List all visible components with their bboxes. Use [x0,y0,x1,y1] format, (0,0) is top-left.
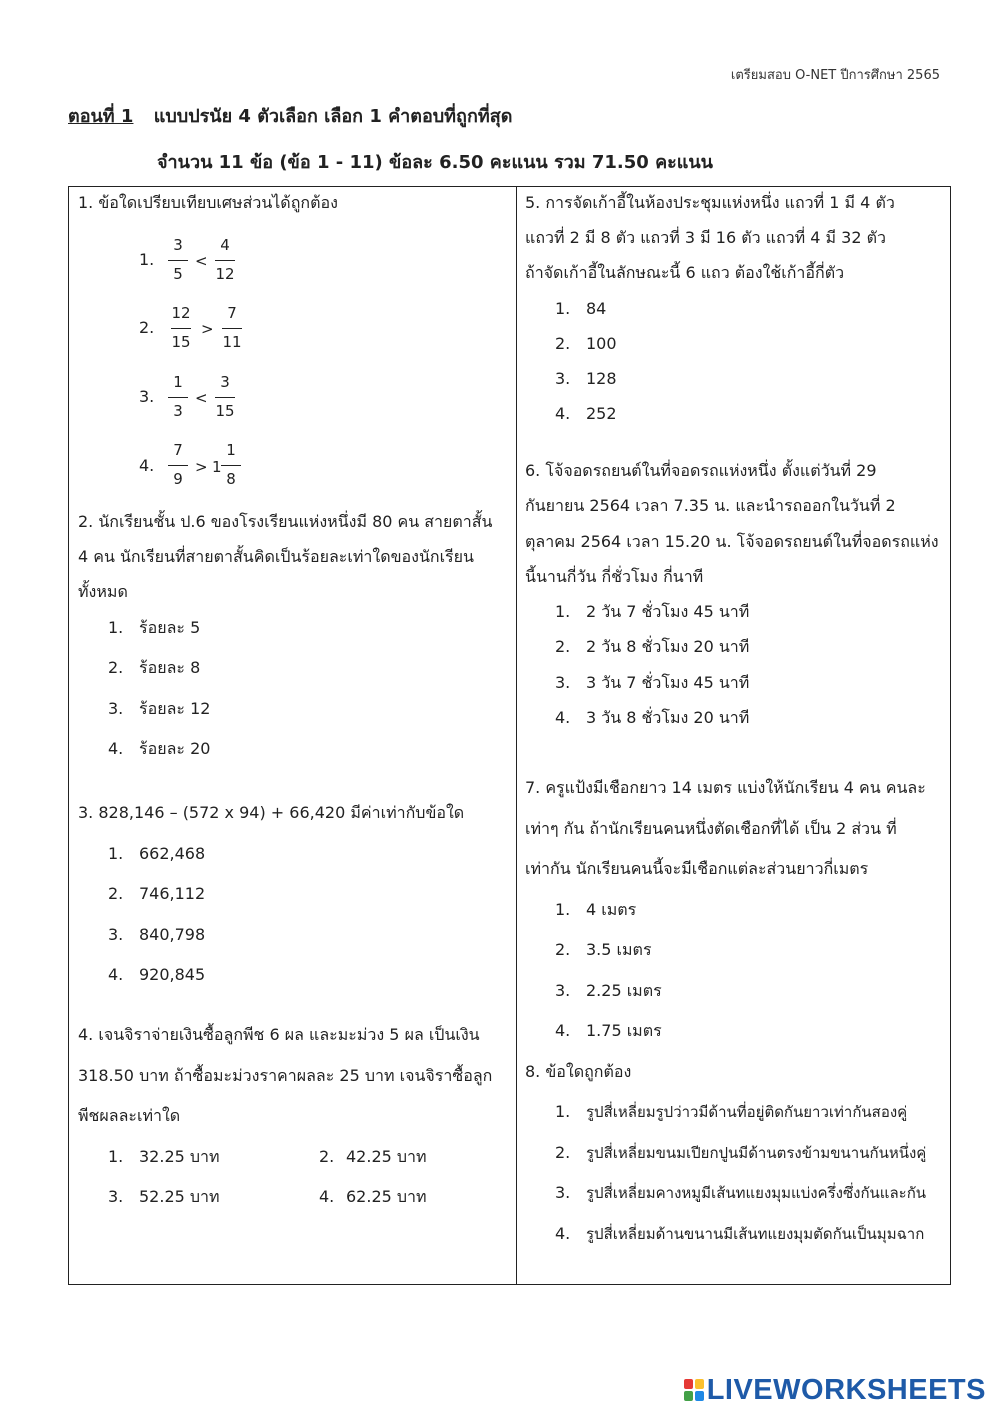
q7-option-2[interactable]: 3.5 เมตร [586,940,652,959]
q1-option-1-number[interactable]: 1. [139,250,155,269]
q6-prompt-line-4: นี้นานกี่วัน กี่ชั่วโมง กี่นาที [525,567,704,586]
q6-option-4[interactable]: 3 วัน 8 ชั่วโมง 20 นาที [586,708,750,727]
q5-prompt-line-3: ถ้าจัดเก้าอี้ในลักษณะนี้ 6 แถว ต้องใช้เก้าอี้กี่ตัว [525,263,845,282]
q2-option-3-number[interactable]: 3. [108,699,124,718]
liveworksheets-logo [684,1374,986,1406]
q5-prompt-line-2: แถวที่ 2 มี 8 ตัว แถวที่ 3 มี 16 ตัว แถวที่ 4 มี 32 ตัว [525,228,886,247]
exam-header-note: เตรียมสอบ O-NET ปีการศึกษา 2565 [730,68,940,83]
fraction-denominator: 8 [226,470,236,488]
fraction-denominator: 3 [173,402,183,420]
q6-option-4-number[interactable]: 4. [555,708,571,727]
q7-prompt-line-3: เท่ากัน นักเรียนคนนี้จะมีเชือกแต่ละส่วนยาวกี่เมตร [525,859,869,878]
logo-block [684,1379,693,1389]
fraction-numerator: 3 [173,236,183,254]
q4-option-1-number[interactable]: 1. [108,1147,124,1166]
q2-prompt-line-2: 4 คน นักเรียนที่สายตาสั้นคิดเป็นร้อยละเท่าใดของนักเรียน [78,547,474,566]
fraction-numerator: 3 [220,373,230,391]
q7-option-1[interactable]: 4 เมตร [586,900,637,919]
q3-option-3[interactable]: 840,798 [139,925,206,944]
q6-option-3-number[interactable]: 3. [555,673,571,692]
fraction-denominator: 15 [171,333,191,351]
q8-option-4[interactable]: รูปสี่เหลี่ยมด้านขนานมีเส้นทแยงมุมตัดกันเป็นมุมฉาก [586,1225,925,1243]
q8-option-1[interactable]: รูปสี่เหลี่ยมรูปว่าวมีด้านที่อยู่ติดกันยาวเท่ากันสองคู่ [586,1103,908,1121]
q3-option-2-number[interactable]: 2. [108,884,124,903]
q5-option-4[interactable]: 252 [586,404,617,423]
fraction-numerator: 12 [171,304,191,322]
q1-option-3-operator: < [195,389,208,407]
q3-option-1[interactable]: 662,468 [139,844,206,863]
fraction-numerator: 4 [220,236,230,254]
q6-option-1[interactable]: 2 วัน 7 ชั่วโมง 45 นาที [586,602,750,621]
q4-option-2[interactable]: 42.25 บาท [346,1147,427,1166]
fraction-numerator: 1 [226,441,236,459]
q1-option-2-operator: > [201,320,214,338]
logo-blocks-icon [684,1379,704,1401]
q4-prompt-line-3: พีชผลละเท่าใด [78,1106,181,1125]
q5-prompt-line-1: 5. การจัดเก้าอี้ในห้องประชุมแห่งหนึ่ง แถวที่ 1 มี 4 ตัว [525,193,895,212]
q7-option-2-number[interactable]: 2. [555,940,571,959]
q4-option-2-number[interactable]: 2. [319,1147,335,1166]
q6-option-2-number[interactable]: 2. [555,637,571,656]
q2-option-2-number[interactable]: 2. [108,658,124,677]
logo-block [684,1391,693,1401]
q4-option-4-number[interactable]: 4. [319,1187,335,1206]
q5-option-2-number[interactable]: 2. [555,334,571,353]
q4-prompt-line-2: 318.50 บาท ถ้าซื้อมะม่วงราคาผลละ 25 บาท เจนจิราซื้อลูก [78,1066,493,1085]
q1-option-1-operator: < [195,252,208,270]
logo-block [695,1379,704,1389]
q7-prompt-line-1: 7. ครูแป้งมีเชือกยาว 14 เมตร แบ่งให้นักเรียน 4 คน คนละ [525,778,926,797]
q6-option-3[interactable]: 3 วัน 7 ชั่วโมง 45 นาที [586,673,750,692]
q2-prompt-line-1: 2. นักเรียนชั้น ป.6 ของโรงเรียนแห่งหนึ่งมี 80 คน สายตาสั้น [78,512,493,531]
q8-option-2[interactable]: รูปสี่เหลี่ยมขนมเปียกปูนมีด้านตรงข้ามขนานกันหนึ่งคู่ [586,1144,927,1162]
q2-option-4[interactable]: ร้อยละ 20 [139,739,211,758]
q4-option-3-number[interactable]: 3. [108,1187,124,1206]
fraction-numerator: 1 [173,373,183,391]
q1-option-4-operator: > [195,458,208,476]
section-title [68,101,512,130]
section-subtitle: จำนวน 11 ข้อ (ข้อ 1 - 11) ข้อละ 6.50 คะแนน รวม 71.50 คะแนน [157,152,713,173]
q7-option-3-number[interactable]: 3. [555,981,571,1000]
q8-option-3[interactable]: รูปสี่เหลี่ยมคางหมูมีเส้นทแยงมุมแบ่งครึ่งซึ่งกันและกัน [586,1184,927,1202]
q3-option-2[interactable]: 746,112 [139,884,206,903]
q6-prompt-line-2: กันยายน 2564 เวลา 7.35 น. และนำรถออกในวันที่ 2 [525,496,896,515]
q1-option-4-number[interactable]: 4. [139,456,155,475]
q1-prompt: 1. ข้อใดเปรียบเทียบเศษส่วนได้ถูกต้อง [78,193,338,212]
q4-prompt-line-1: 4. เจนจิราจ่ายเงินซื้อลูกพีช 6 ผล และมะม่วง 5 ผล เป็นเงิน [78,1025,480,1044]
q6-option-1-number[interactable]: 1. [555,602,571,621]
q5-option-3[interactable]: 128 [586,369,617,388]
q5-option-3-number[interactable]: 3. [555,369,571,388]
q8-option-2-number[interactable]: 2. [555,1143,571,1162]
q5-option-4-number[interactable]: 4. [555,404,571,423]
q8-option-4-number[interactable]: 4. [555,1224,571,1243]
q7-option-4-number[interactable]: 4. [555,1021,571,1040]
q2-prompt-line-3: ทั้งหมด [78,582,128,601]
fraction-numerator: 7 [173,441,183,459]
q3-option-4[interactable]: 920,845 [139,965,206,984]
q8-option-1-number[interactable]: 1. [555,1102,571,1121]
logo-block [695,1391,704,1401]
section-label: ตอนที่ 1 [68,106,134,127]
q3-prompt: 3. 828,146 – (572 x 94) + 66,420 มีค่าเท่ากับข้อใด [78,803,465,822]
q6-option-2[interactable]: 2 วัน 8 ชั่วโมง 20 นาที [586,637,750,656]
q2-option-3[interactable]: ร้อยละ 12 [139,699,211,718]
fraction-numerator: 7 [227,304,237,322]
fraction-denominator: 5 [173,265,183,283]
fraction-denominator: 11 [222,333,242,351]
q7-option-3[interactable]: 2.25 เมตร [586,981,662,1000]
q3-option-1-number[interactable]: 1. [108,844,124,863]
q2-option-2[interactable]: ร้อยละ 8 [139,658,201,677]
q4-option-1[interactable]: 32.25 บาท [139,1147,220,1166]
fraction-denominator: 15 [215,402,235,420]
q6-prompt-line-1: 6. โจ้จอดรถยนต์ในที่จอดรถแห่งหนึ่ง ตั้งแต่วันที่ 29 [525,461,877,480]
q7-prompt-line-2: เท่าๆ กัน ถ้านักเรียนคนหนึ่งตัดเชือกที่ได้ เป็น 2 ส่วน ที่ [525,819,897,838]
q5-option-1-number[interactable]: 1. [555,299,571,318]
q1-option-4-whole-number: 1 [212,458,222,476]
q4-option-4[interactable]: 62.25 บาท [346,1187,427,1206]
logo-wordmark: LIVEWORKSHEETS [706,1373,986,1406]
q2-option-1[interactable]: ร้อยละ 5 [139,618,201,637]
q1-option-3-number[interactable]: 3. [139,387,155,406]
q3-option-4-number[interactable]: 4. [108,965,124,984]
q8-option-3-number[interactable]: 3. [555,1183,571,1202]
q5-option-2[interactable]: 100 [586,334,617,353]
section-instruction: แบบปรนัย 4 ตัวเลือก เลือก 1 คำตอบที่ถูกที่สุด [153,106,513,127]
q3-option-3-number[interactable]: 3. [108,925,124,944]
q2-option-4-number[interactable]: 4. [108,739,124,758]
q2-option-1-number[interactable]: 1. [108,618,124,637]
q6-prompt-line-3: ตุลาคม 2564 เวลา 15.20 น. โจ้จอดรถยนต์ในที่จอดรถแห่ง [525,532,939,551]
fraction-denominator: 9 [173,470,183,488]
q8-prompt: 8. ข้อใดถูกต้อง [525,1062,632,1081]
q7-option-1-number[interactable]: 1. [555,900,571,919]
q7-option-4[interactable]: 1.75 เมตร [586,1021,662,1040]
q1-option-2-number[interactable]: 2. [139,318,155,337]
q4-option-3[interactable]: 52.25 บาท [139,1187,220,1206]
column-divider [516,186,517,1285]
fraction-denominator: 12 [215,265,235,283]
q5-option-1[interactable]: 84 [586,299,607,318]
